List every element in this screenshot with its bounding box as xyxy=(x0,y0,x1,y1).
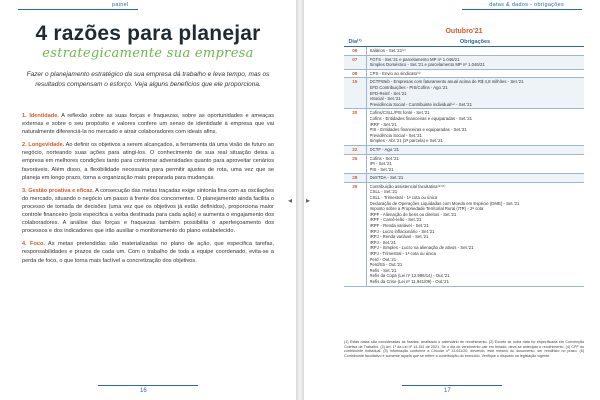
obligation-item: IRPJ - Trimestral - 1ª cota ou única xyxy=(369,251,437,256)
obligation-item: DCTFWeb - Empresas com faturamento anual acima de R$ 4,8 milhões - Set.'21 xyxy=(369,79,524,85)
row-obligations xyxy=(366,69,584,78)
table-header-row xyxy=(344,38,584,47)
obligation-item: PIS - Entidades financeiras e equiparadas - Set.'21 xyxy=(369,127,467,133)
row-obligations xyxy=(366,154,584,174)
table-row xyxy=(344,47,584,56)
paragraph-longevidade xyxy=(22,141,274,181)
row-obligations xyxy=(366,145,584,154)
right-page xyxy=(304,0,600,400)
table-row xyxy=(344,69,584,78)
table-row xyxy=(344,145,584,154)
row-day: 15 xyxy=(344,78,366,109)
obligation-item: Perd/Sti - Out.'21 xyxy=(369,262,403,268)
article-intro: Fazer o planejamento estratégico da sua empresa dá trabalho e leva tempo, mas os resultados compensam o esforço. Veja alguns benefícios que ele proporciona. xyxy=(26,71,270,88)
paragraph-identidade xyxy=(22,112,274,136)
row-day: 25 xyxy=(344,154,366,174)
paragraph-lead: 3. Gestão proativa e eficaz. xyxy=(22,187,94,194)
row-day: 28 xyxy=(344,174,366,183)
paragraph-lead: 4. Foco. xyxy=(22,241,45,248)
left-page xyxy=(0,0,296,400)
row-day: 22 xyxy=(344,145,366,154)
next-page-icon[interactable]: ▸ xyxy=(306,196,311,205)
paragraph-text: A consecução das metas traçadas exige sintonia fina com as oscilações do mercado, situando o negócio um passo à frente dos concorrentes. O planejamento ainda facilita o processo de tomada de decisões (uma vez que os objetivos já estão definidos), proporciona maior controle financeiro (pois especifica a verba destinada para cada ação) e aumenta o engajamento dos colaboradores. A análise das forças e fraquezas também possibilita o aperfeiçoamento dos processos e dos indicadores que irão auxiliar o monitoramento do plano estabelecido. xyxy=(22,187,274,235)
month-title: Outubro'21 xyxy=(445,28,483,35)
obligation-item: IPI - Set.'21 xyxy=(369,161,392,167)
table-body xyxy=(344,47,584,287)
obligation-item: IRRF - Set.'21 xyxy=(369,121,397,127)
header-rule xyxy=(18,9,138,10)
obligation-item: IRPJ - Lucro inflacionário - Set.'21 xyxy=(369,228,435,234)
row-obligations xyxy=(366,174,584,183)
row-day: 07 xyxy=(344,55,366,69)
header-rule xyxy=(462,9,582,10)
obligation-item: Contribuição assistencial facultativa⁽⁵⁾⁽⁶⁾ xyxy=(369,183,446,189)
book-spine xyxy=(296,0,304,400)
obligation-item: PIS - Set.'21 xyxy=(369,166,394,172)
obligation-item: eSocial - Set.'21 xyxy=(369,96,401,102)
row-obligations xyxy=(366,78,584,109)
table-row xyxy=(344,182,584,286)
row-day: 20 xyxy=(344,109,366,146)
footnote: (1) Estas datas são consideradas as fixadas, analisado o calendário de recolhimento. (2) Exceto se outra data for especificada em Convenção Coletiva de Trabalho. (3) Art. 1º da Lei nº 14.151 de 2021. Se o dia do vencimento cair em feriado, deve-se antecipar o recolhimento. (4) CPF do contribuinte individual. (5) Informação conforme a Circular nº 13.611/20, devendo, este mesmo do documento, ser recolhido no prazo. (6) Contribuinte facultativo é somente aquela que se refere a contribuição do exercício. Verifique o disposto na legislação vigente. xyxy=(344,340,584,359)
obligation-item: IRPJ - Set.'21 xyxy=(369,239,396,245)
obligation-item: Refis - Set.'21 xyxy=(369,267,397,273)
obligation-item: CSLL - Set.'21 xyxy=(369,189,398,195)
row-obligations xyxy=(366,55,584,69)
paragraph-foco xyxy=(22,240,274,264)
obligations-table xyxy=(344,38,584,287)
row-obligations xyxy=(366,47,584,56)
obligation-item: FGTS - Set.'21 e parcelamento MP nº 1.046/21 xyxy=(369,56,460,62)
section-header: painel xyxy=(112,2,129,8)
obligation-item: Previdência Social - Contribuinte individual⁽⁴⁾ - Set.'21 xyxy=(369,101,472,107)
obligation-item: Perd - Out.'21 xyxy=(369,256,397,262)
obligation-item: IRPF - Carnê-leão - Set.'21 xyxy=(369,217,422,223)
obligation-item: Refis da Copa (Lei nº 12.996/14) - Out.'21 xyxy=(369,273,450,279)
column-header-day: Dia⁽¹⁾ xyxy=(344,38,366,47)
row-day: 06 xyxy=(344,47,366,56)
paragraph-text: Ao definir os objetivos a serem alcançados, a ferramenta dá uma visão de futuro ao negócio, norteando suas ações para atingi-los. O conhecimento de sua real situação deixa a empresa em melhores condições tanto para contornar adversidades quanto para aproveitar cenários favoráveis. Além disso, a flexibilidade necessária para permitir ajustes de rota, uma vez que se planeja em longo prazo, torna a organização mais preparada para mudanças. xyxy=(22,142,274,181)
obligation-item: Imposto sobre a Propriedade Territorial Rural (ITR) - 2ª cota xyxy=(369,206,484,212)
obligation-item: IRPJ - Renda variável - Set.'21 xyxy=(369,234,429,240)
obligation-item: Simples - Abr.'21 (2ª parcela) e Set.'21 xyxy=(369,138,443,144)
obligation-item: Salários - Set.'21⁽²⁾ xyxy=(369,48,406,53)
row-obligations xyxy=(366,109,584,146)
paragraph-lead: 2. Longevidade. xyxy=(22,142,65,149)
article-subtitle: estrategicamente sua empresa xyxy=(42,46,254,61)
page-number-rule xyxy=(402,385,502,386)
paragraph-lead: 1. Identidade. xyxy=(22,113,59,119)
obligation-item: CPS - Envio ao sindicato⁽³⁾ xyxy=(369,70,421,76)
obligation-item: CSLL - Trimestral - 1ª cota ou única xyxy=(369,195,438,201)
column-header-obligations: Obrigações xyxy=(366,38,584,47)
obligation-item: Simples Doméstico - Set.'21 e parcelamento MP nº 1.046/21 xyxy=(369,62,485,68)
obligation-item: Declaração de Operações Liquidadas com Moeda em Espécie (DME) - Set.'21 xyxy=(369,200,520,206)
article-title: 4 razões para planejar xyxy=(35,22,261,45)
row-day: 29 xyxy=(344,182,366,286)
page-number: 17 xyxy=(444,388,451,394)
paragraph-gestao xyxy=(22,187,274,236)
page-number-rule xyxy=(98,385,198,386)
obligation-item: Cofins - Set.'21 xyxy=(369,155,399,161)
obligation-item: DCTF - Ago.'21 xyxy=(369,146,399,152)
article-body xyxy=(22,112,274,270)
page-number: 16 xyxy=(140,388,147,394)
obligation-item: IRPF - Alienação de bens ou direitos - Set.'21 xyxy=(369,211,457,217)
table-row xyxy=(344,109,584,146)
obligation-item: EFD-Reinf - Set.'21 xyxy=(369,90,407,96)
obligation-item: Cofins - Entidades financeiras e equiparadas - Set.'21 xyxy=(369,115,473,121)
paragraph-text: A reflexão sobre as suas forças e fraquezas, sobre as oportunidades e ameaças externas e sobre o seu propósito e valores confere um senso de identidade à empresa que vai naturalmente diferenciá-la no mercado e atrair colaboradores com ideais afins. xyxy=(22,113,275,136)
paragraph-text: As metas pretendidas são materializadas no plano de ação, que especifica tarefas, responsabilidades e prazos de cada um. Com o trabalho de toda a equipe coordenado, evita-se a perda de foco, o que torna mais factível a concretização dos objetivos. xyxy=(22,241,274,264)
obligation-item: Cofins/CSLL/PIS fonte - Set.'21 xyxy=(369,110,430,116)
row-day: 08 xyxy=(344,69,366,78)
obligation-item: Previdência Social - Set.'21 xyxy=(369,132,422,138)
table-row xyxy=(344,154,584,174)
section-header: datas & dados - obrigações xyxy=(489,2,564,8)
obligation-item: IRPF - Renda variável - Set.'21 xyxy=(369,223,429,229)
table-row xyxy=(344,78,584,109)
row-obligations xyxy=(366,182,584,286)
table-row xyxy=(344,174,584,183)
obligation-item: IRPJ - Simples - Lucro na alienação de ativos - Set.'21 xyxy=(369,245,474,251)
obligation-item: Refis da Crise (Lei nº 11.941/09) - Out.'21 xyxy=(369,278,449,284)
table-row xyxy=(344,55,584,69)
prev-page-icon[interactable]: ◂ xyxy=(288,196,293,205)
obligation-item: EFD Contribuições - PIS/Cofins - Ago.'21 xyxy=(369,84,448,90)
obligation-item: DeSTDA - Set.'21 xyxy=(369,175,404,181)
